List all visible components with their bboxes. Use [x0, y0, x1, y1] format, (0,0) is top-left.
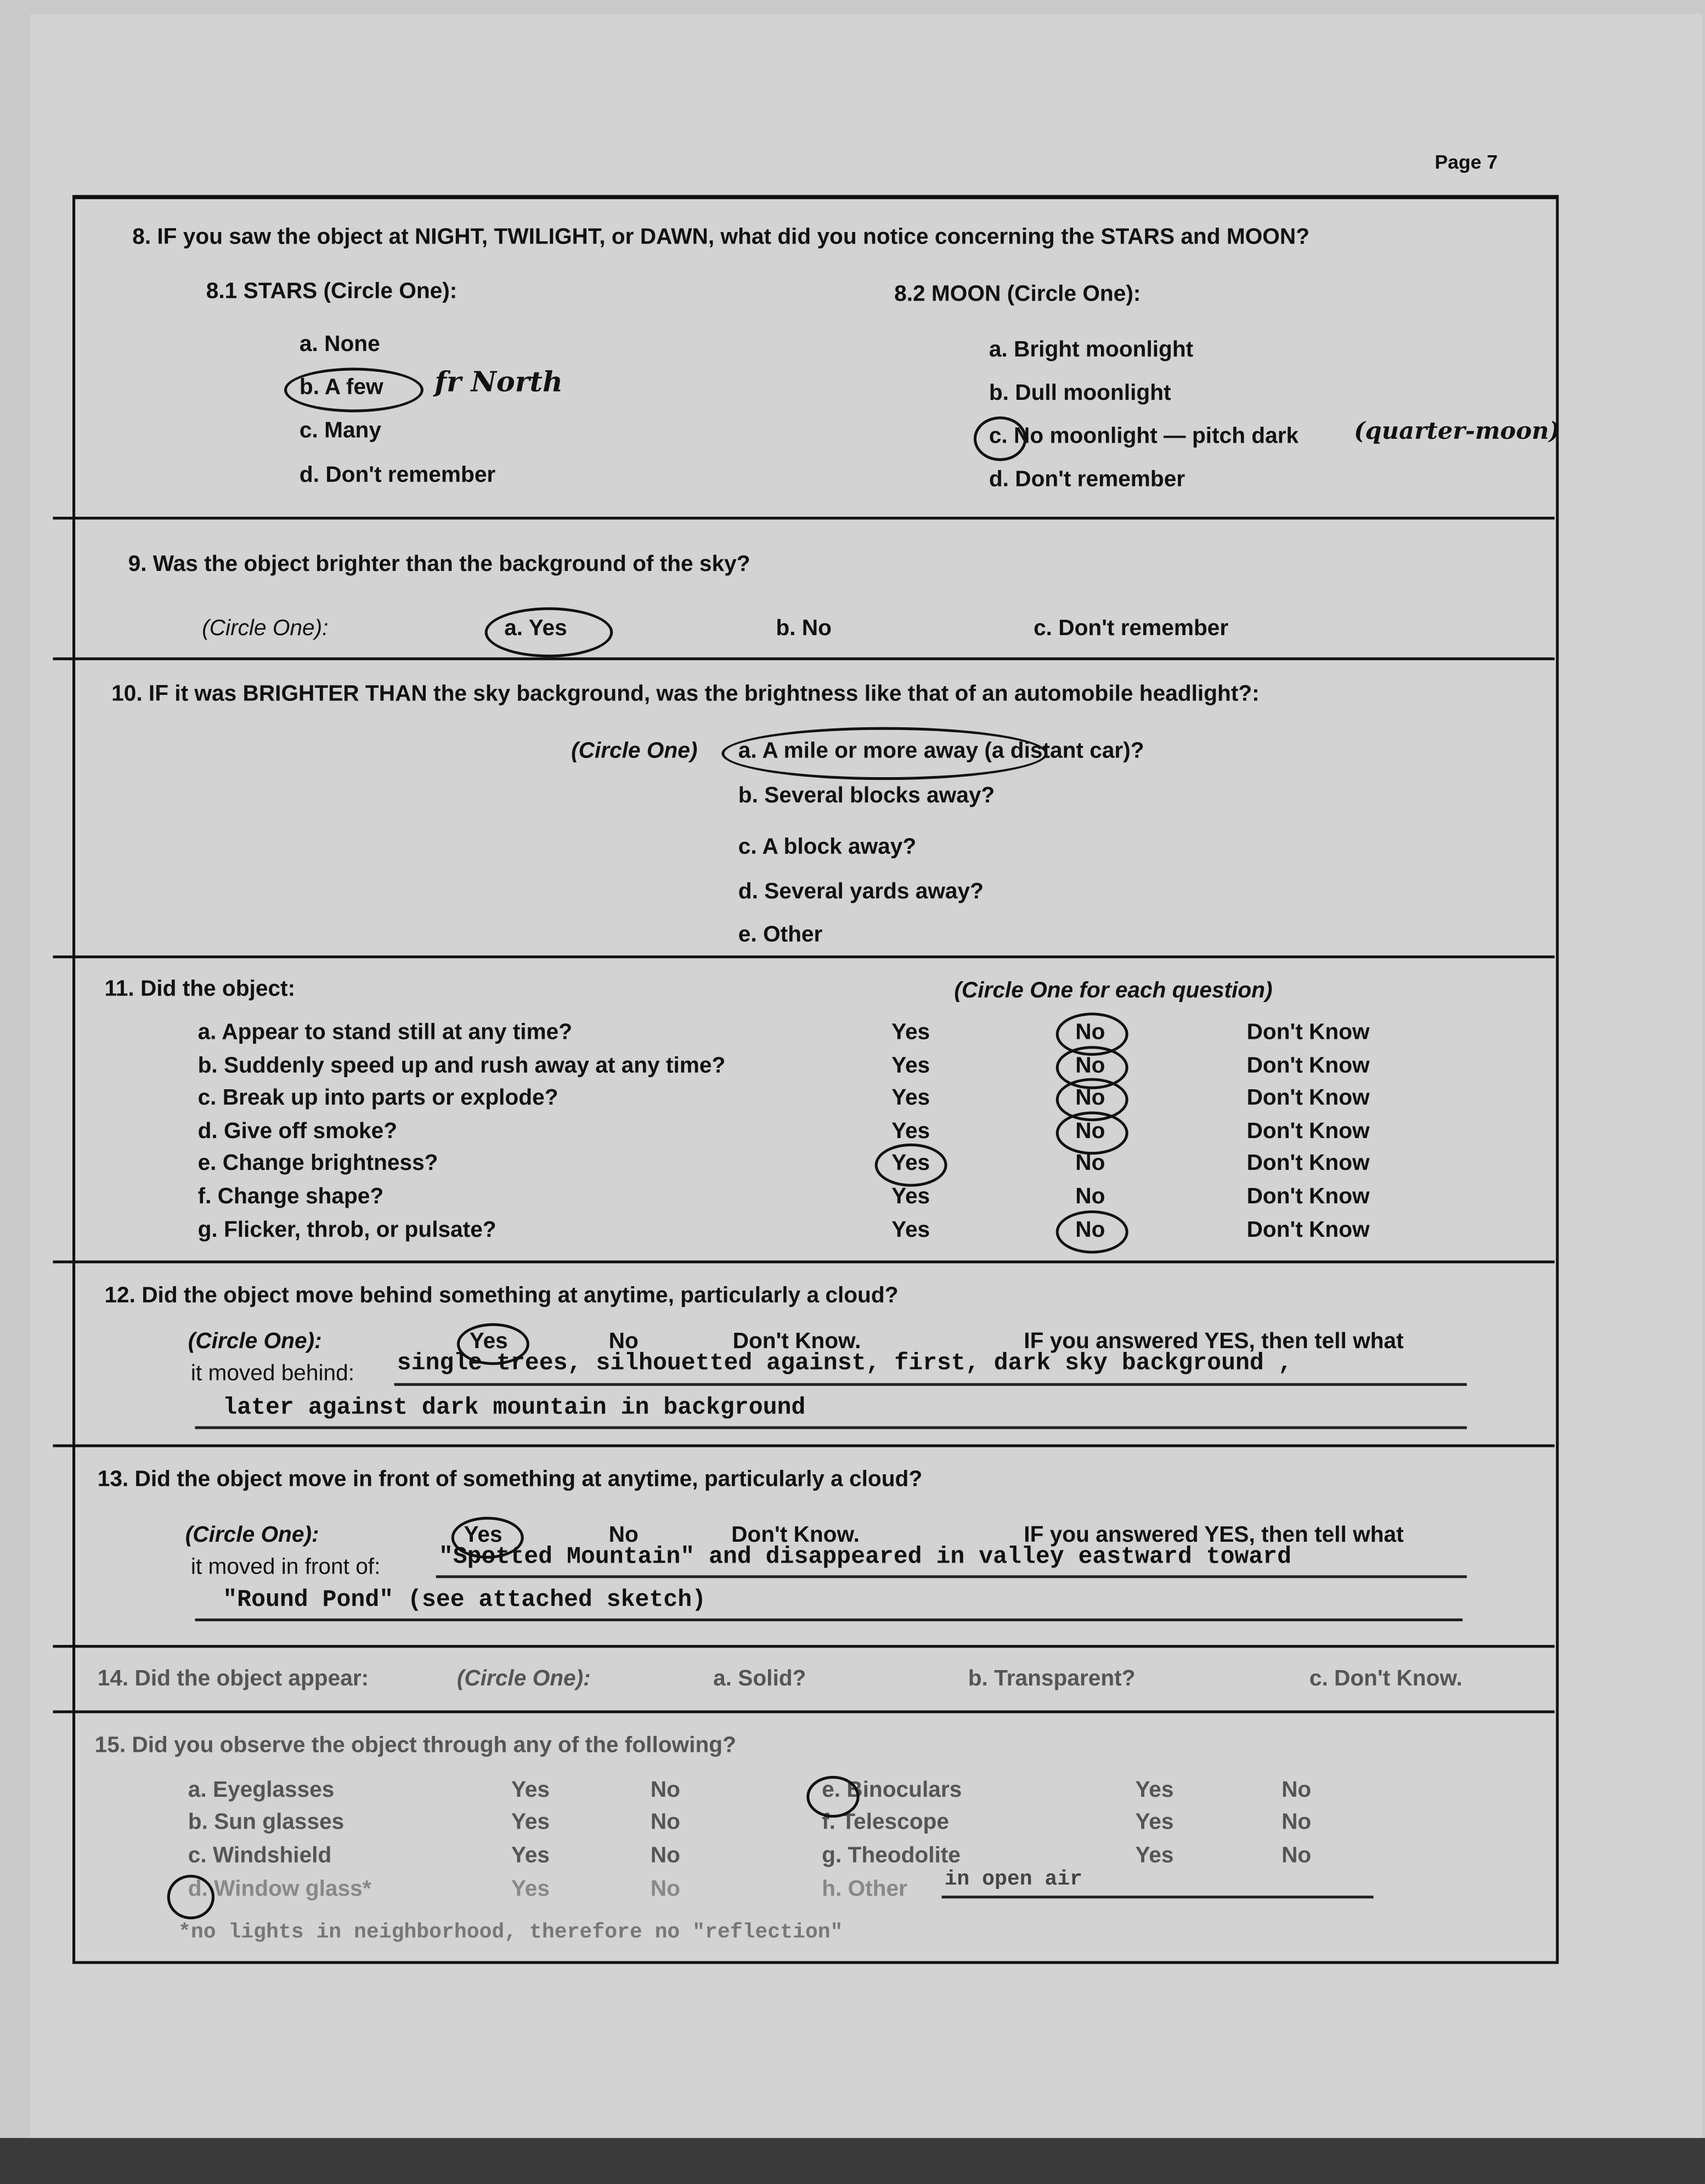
answer-underline [394, 1383, 1467, 1385]
q15-no[interactable]: No [650, 1778, 680, 1803]
q12-moved-label: it moved behind: [190, 1362, 354, 1386]
q11-dont-know[interactable]: Don't Know [1246, 1119, 1370, 1144]
q9-option[interactable]: a. Yes [504, 616, 567, 641]
q12-answer-line1[interactable]: single trees, silhouetted against, first, dark sky background , [397, 1351, 1292, 1378]
q15-yes[interactable]: Yes [1135, 1844, 1174, 1868]
form-border [72, 195, 1559, 1964]
q11-no[interactable]: No [1075, 1021, 1105, 1045]
q11-yes[interactable]: Yes [891, 1218, 930, 1242]
q14-title: 14. Did the object appear: [97, 1667, 369, 1691]
q11-yes[interactable]: Yes [891, 1054, 930, 1078]
page-number: Page 7 [1435, 150, 1498, 173]
q12-title: 12. Did the object move behind something at anytime, particularly a cloud? [104, 1284, 899, 1308]
q9-option[interactable]: c. Don't remember [1034, 616, 1229, 641]
stars-option[interactable]: d. Don't remember [299, 463, 496, 488]
divider [53, 1645, 1554, 1648]
q15-item-label: e. Binoculars [822, 1778, 962, 1803]
q15-item-label: h. Other [822, 1877, 907, 1902]
q15-no[interactable]: No [650, 1877, 680, 1902]
q11-item-label: a. Appear to stand still at any time? [197, 1021, 573, 1045]
q12-if-text: IF you answered YES, then tell what [1024, 1330, 1404, 1354]
q12-yes[interactable]: Yes [469, 1330, 508, 1354]
q13-answer-line1[interactable]: "Spotted Mountain" and disappeared in valley eastward toward [438, 1544, 1292, 1571]
q15-no[interactable]: No [1281, 1810, 1312, 1835]
answer-circle [806, 1776, 859, 1818]
answer-underline [195, 1619, 1463, 1621]
q12-answer-line2[interactable]: later against dark mountain in background [223, 1395, 806, 1422]
q15-yes[interactable]: Yes [511, 1810, 550, 1835]
answer-circle [284, 367, 424, 412]
q15-yes[interactable]: Yes [511, 1877, 550, 1902]
q10-circle-label: (Circle One) [571, 739, 698, 763]
q15-no[interactable]: No [1281, 1844, 1312, 1868]
q13-if-text: IF you answered YES, then tell what [1024, 1524, 1404, 1548]
q11-yes[interactable]: Yes [891, 1021, 930, 1045]
q11-no[interactable]: No [1075, 1185, 1105, 1209]
q11-item-label: b. Suddenly speed up and rush away at any time? [197, 1054, 726, 1078]
q10-option[interactable]: a. A mile or more away (a distant car)? [738, 739, 1144, 763]
q8-moon-label: 8.2 MOON (Circle One): [894, 282, 1141, 307]
q15-item-label: a. Eyeglasses [188, 1778, 335, 1803]
q13-answer-line2[interactable]: "Round Pond" (see attached sketch) [223, 1588, 707, 1615]
q11-no[interactable]: No [1075, 1152, 1105, 1176]
moon-option[interactable]: b. Dull moonlight [989, 381, 1171, 405]
q15-yes[interactable]: Yes [511, 1844, 550, 1868]
q8-title: 8. IF you saw the object at NIGHT, TWILIGHT, or DAWN, what did you notice concerning the STARS and MOON? [132, 225, 1310, 250]
q13-title: 13. Did the object move in front of something at anytime, particularly a cloud? [97, 1468, 923, 1492]
q10-option[interactable]: b. Several blocks away? [738, 784, 995, 808]
q11-dont-know[interactable]: Don't Know [1246, 1185, 1370, 1209]
answer-circle [485, 607, 613, 657]
q13-dont-know[interactable]: Don't Know. [731, 1524, 860, 1548]
q11-dont-know[interactable]: Don't Know [1246, 1218, 1370, 1242]
q14-circle-label: (Circle One): [456, 1667, 591, 1691]
q12-circle-label: (Circle One): [188, 1330, 322, 1354]
answer-circle [974, 416, 1026, 461]
q11-item-label: g. Flicker, throb, or pulsate? [197, 1218, 496, 1242]
q10-option[interactable]: d. Several yards away? [738, 880, 984, 904]
q11-header: (Circle One for each question) [954, 979, 1273, 1003]
q14-option[interactable]: b. Transparent? [968, 1667, 1136, 1691]
moon-option[interactable]: d. Don't remember [989, 468, 1185, 492]
answer-circle [1056, 1111, 1128, 1155]
q15-no[interactable]: No [1281, 1778, 1312, 1803]
q11-yes[interactable]: Yes [891, 1119, 930, 1144]
q13-no[interactable]: No [608, 1524, 639, 1548]
q11-item-label: f. Change shape? [197, 1185, 384, 1209]
q14-option[interactable]: a. Solid? [713, 1667, 806, 1691]
q10-option[interactable]: c. A block away? [738, 835, 917, 859]
answer-underline [436, 1575, 1467, 1577]
q11-yes[interactable]: Yes [891, 1087, 930, 1111]
q11-item-label: e. Change brightness? [197, 1152, 438, 1176]
q15-item-label: f. Telescope [822, 1810, 949, 1835]
stars-handwritten-note: fr North [434, 365, 563, 399]
q11-dont-know[interactable]: Don't Know [1246, 1054, 1370, 1078]
answer-circle [721, 727, 1047, 780]
moon-handwritten-note: (quarter-moon) [1354, 417, 1560, 446]
answer-underline [195, 1426, 1466, 1428]
moon-option[interactable]: c. No moonlight — pitch dark [989, 425, 1299, 449]
q15-item-label: c. Windshield [188, 1844, 332, 1868]
q11-dont-know[interactable]: Don't Know [1246, 1152, 1370, 1176]
q12-no[interactable]: No [608, 1330, 639, 1354]
stars-option[interactable]: b. A few [299, 376, 383, 400]
q9-option[interactable]: b. No [776, 616, 832, 641]
q8-stars-label: 8.1 STARS (Circle One): [206, 280, 458, 304]
q15-title: 15. Did you observe the object through any of the following? [94, 1734, 736, 1758]
q11-no[interactable]: No [1075, 1119, 1105, 1144]
q13-moved-label: it moved in front of: [190, 1555, 381, 1580]
answer-circle [1056, 1210, 1128, 1253]
q11-no[interactable]: No [1075, 1054, 1105, 1078]
q9-title: 9. Was the object brighter than the background of the sky? [128, 553, 750, 577]
q15-yes[interactable]: Yes [511, 1778, 550, 1803]
stars-option[interactable]: a. None [299, 332, 380, 357]
q15-item-label: b. Sun glasses [188, 1810, 345, 1835]
q15-yes[interactable]: Yes [1135, 1778, 1174, 1803]
q15-no[interactable]: No [650, 1844, 680, 1868]
q15-no[interactable]: No [650, 1810, 680, 1835]
divider [53, 1260, 1554, 1263]
q11-dont-know[interactable]: Don't Know [1246, 1021, 1370, 1045]
q13-yes[interactable]: Yes [464, 1524, 503, 1548]
divider [53, 658, 1554, 660]
q12-dont-know[interactable]: Don't Know. [732, 1330, 861, 1354]
q11-yes[interactable]: Yes [891, 1152, 930, 1176]
q14-option[interactable]: c. Don't Know. [1309, 1667, 1463, 1691]
q15-item-label: g. Theodolite [822, 1844, 961, 1868]
q11-item-label: c. Break up into parts or explode? [197, 1087, 558, 1111]
stars-option[interactable]: c. Many [299, 419, 381, 443]
answer-circle [167, 1875, 214, 1919]
q11-no[interactable]: No [1075, 1087, 1105, 1111]
q15-other-answer[interactable]: in open air [944, 1868, 1083, 1892]
q11-title: 11. Did the object: [104, 977, 296, 1002]
q9-circle-label: (Circle One): [202, 616, 329, 641]
divider [53, 1711, 1554, 1713]
q13-circle-label: (Circle One): [185, 1524, 319, 1548]
q11-yes[interactable]: Yes [891, 1185, 930, 1209]
answer-underline [941, 1896, 1373, 1898]
divider [53, 1444, 1554, 1447]
q11-no[interactable]: No [1075, 1218, 1105, 1242]
moon-option[interactable]: a. Bright moonlight [989, 338, 1194, 363]
q15-footnote: *no lights in neighborhood, therefore no "reflection" [178, 1920, 843, 1945]
q11-item-label: d. Give off smoke? [197, 1119, 398, 1144]
q15-item-label: d. Window glass* [188, 1877, 371, 1902]
divider [53, 517, 1554, 519]
q11-dont-know[interactable]: Don't Know [1246, 1087, 1370, 1111]
q10-option[interactable]: e. Other [738, 923, 823, 947]
q15-yes[interactable]: Yes [1135, 1810, 1174, 1835]
divider [53, 955, 1554, 958]
q10-title: 10. IF it was BRIGHTER THAN the sky background, was the brightness like that of an automobile headlight?: [111, 682, 1260, 706]
scan-edge [0, 2138, 1705, 2184]
